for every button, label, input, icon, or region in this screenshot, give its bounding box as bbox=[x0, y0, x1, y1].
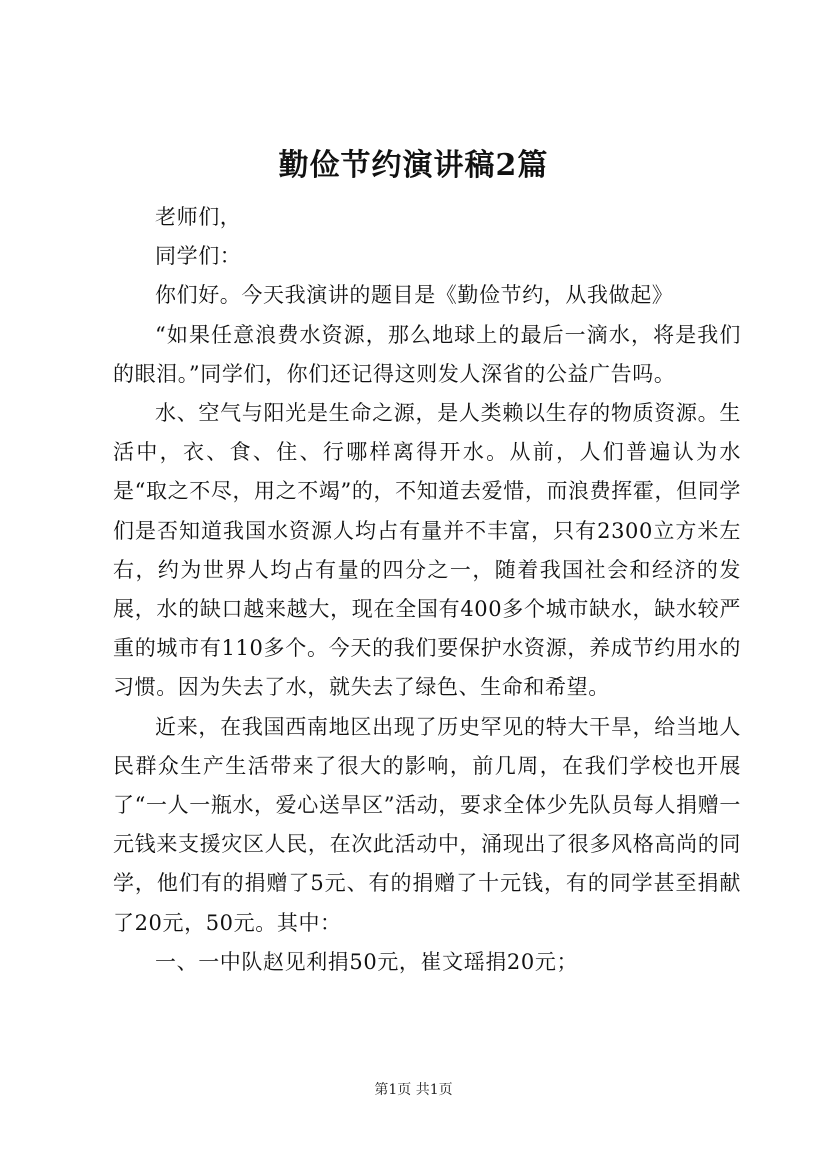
document-body bbox=[113, 198, 741, 982]
page-footer: 第1页 共1页 bbox=[374, 1082, 453, 1098]
paragraph-quote: “如果任意浪费水资源，那么地球上的最后一滴水，将是我们的眼泪。”同学们，你们还记得这则发人深省的公益广告吗。 bbox=[113, 322, 741, 386]
paragraph-drought: 近来，在我国西南地区出现了历史罕见的特大干旱，给当地人民群众生产生活带来了很大的影响，前几周，在我们学校也开展了“一人一瓶水，爱心送旱区”活动，要求全体少先队员每人捐赠一元钱来支援灾区人民，在次此活动中，涌现出了很多风格高尚的同学，他们有的捐赠了5元、有的捐赠了十元钱，有的同学甚至捐献了20元，50元。其中： bbox=[113, 714, 741, 935]
paragraph-intro: 你们好。今天我演讲的题目是《勤俭节约，从我做起》 bbox=[155, 283, 674, 308]
paragraph-water-resources: 水、空气与阳光是生命之源，是人类赖以生存的物质资源。生活中，衣、食、住、行哪样离得开水。从前，人们普遍认为水是“取之不尽，用之不竭”的，不知道去爱惜，而浪费挥霍，但同学们是否知道我国水资源人均占有量并不丰富，只有2300立方米左右，约为世界人均占有量的四分之一，随着我国社会和经济的发展，水的缺口越来越大，现在全国有400多个城市缺水，缺水较严重的城市有110多个。今天的我们要保护水资源，养成节约用水的习惯。因为失去了水，就失去了绿色、生命和希望。 bbox=[113, 401, 741, 700]
paragraph-greeting-students: 同学们： bbox=[155, 244, 242, 269]
paragraph-greeting-teachers: 老师们， bbox=[155, 205, 242, 229]
paragraph-donation-list: 一、一中队赵见利捐50元，崔文瑶捐20元； bbox=[155, 949, 579, 974]
document-title: 勤俭节约演讲稿2篇 bbox=[278, 148, 549, 183]
